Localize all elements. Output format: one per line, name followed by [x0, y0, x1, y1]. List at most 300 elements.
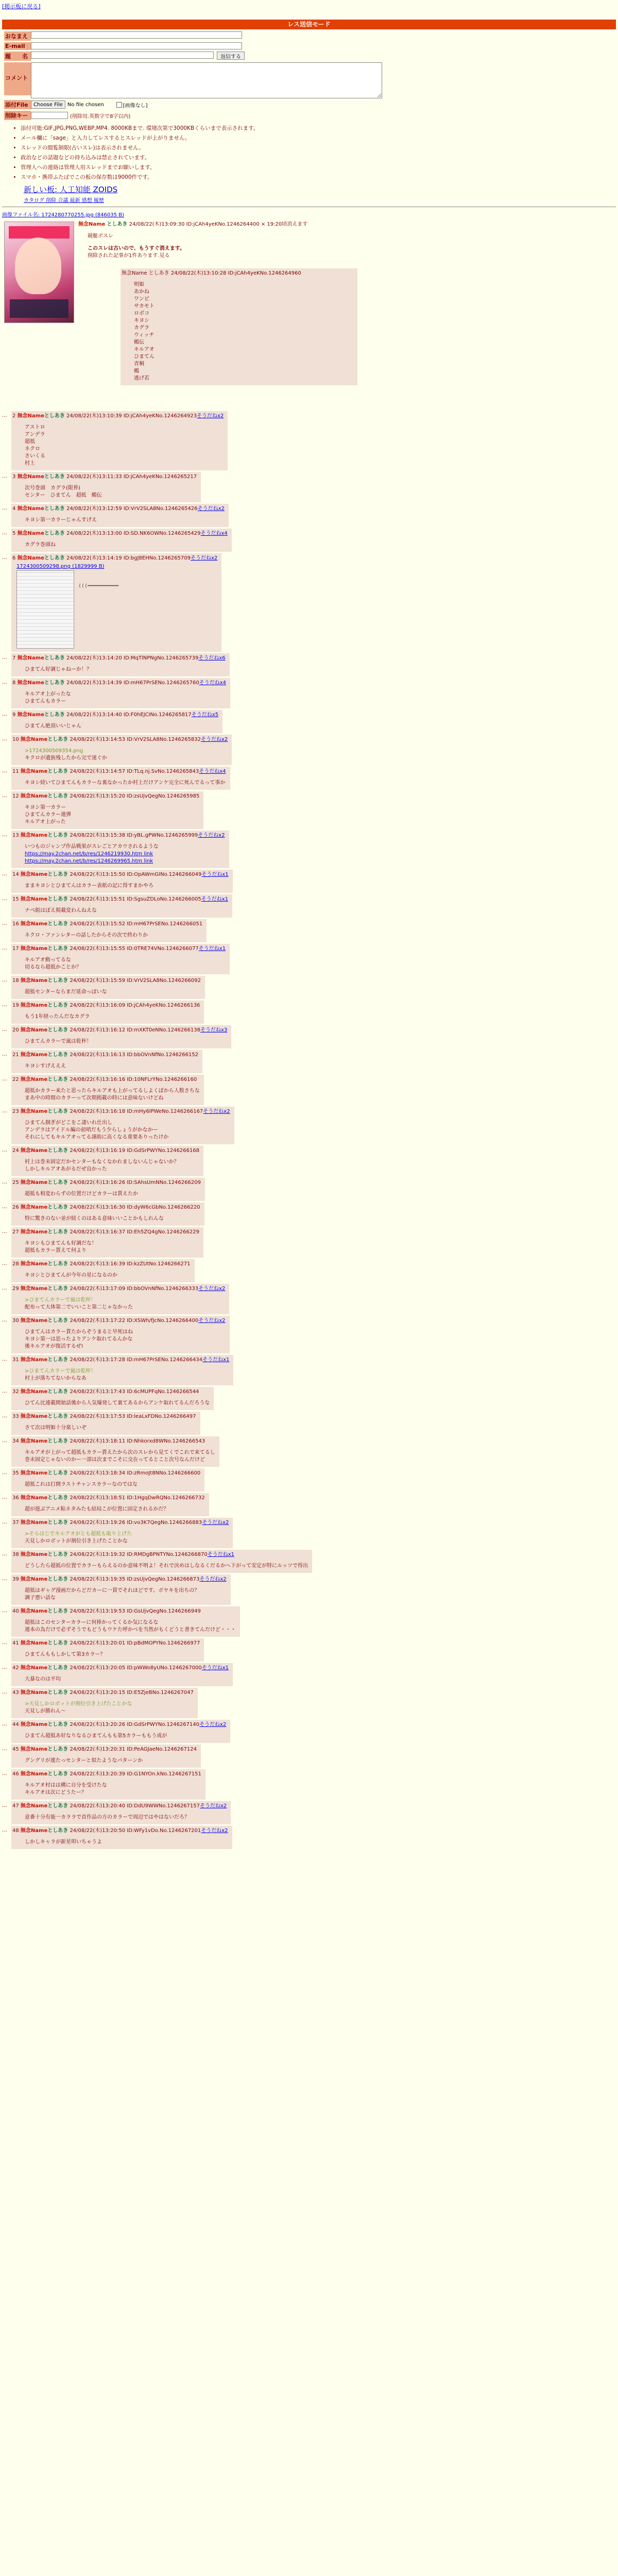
reply-line: アンデラ [25, 432, 45, 437]
reply-file-link[interactable]: 1724300509298.png (1829999 B) [16, 564, 105, 569]
reply-meta[interactable]: 24/08/22(木)13:14:40 ID:F0hEJCINo.1246265817 [66, 712, 192, 718]
reply-indent: … [2, 768, 7, 774]
reply-indent: … [2, 871, 7, 877]
reply-number: 46 [12, 1771, 19, 1777]
reply-meta[interactable]: 24/08/22(木)13:14:39 ID:mH67PrSENo.1246265760 [66, 680, 199, 686]
soudane-link[interactable]: そうだねx2 [198, 833, 225, 838]
soudane-link[interactable]: そうだねx1 [198, 946, 226, 952]
reply-name: 無念Name [20, 1438, 48, 1444]
reply-meta[interactable]: 24/08/22(木)13:18:51 ID:1HgqDwRQNo.1246266732 [70, 1495, 205, 1501]
reply-line: ひまてんカラーで嵐は乾杯！ [25, 1039, 92, 1044]
reply-meta[interactable]: 24/08/22(木)13:14:20 ID:MqTlNPNgNo.1246265739 [66, 655, 199, 661]
reply-subject: としあき [47, 1357, 68, 1363]
reply-subject: としあき [47, 1828, 68, 1834]
reply-meta[interactable]: 24/08/22(木)13:20:50 ID:WFy1vDo.No.1246267201 [70, 1828, 201, 1834]
reply-subject: としあき [44, 680, 65, 686]
reply-link[interactable]: https://may.2chan.net/b/res/1246219930.htm link [25, 851, 153, 857]
reply-image[interactable] [16, 570, 74, 649]
reply-meta[interactable]: 24/08/22(木)13:20:26 ID:GdSrPWYNo.1246267140 [70, 1722, 200, 1727]
reply-indent: … [2, 1608, 7, 1614]
reply-meta[interactable]: 24/08/22(木)13:15:38 ID:yBL.gPWNo.1246265999 [70, 833, 198, 838]
reply-subject: としあき [44, 531, 65, 536]
reply-meta[interactable]: 24/08/22(木)13:11:33 ID:jCAh4yeKNo.1246265217 [66, 474, 197, 480]
delete-key-note: (削除用.英数字で8字以内) [70, 113, 131, 120]
reply-meta[interactable]: 24/08/22(木)13:16:12 ID:mXKT0eNNo.1246266138 [70, 1027, 200, 1033]
no-image-label: [画像なし] [123, 103, 148, 109]
reply-indent: … [2, 505, 7, 511]
reply-meta[interactable]: 24/08/22(木)13:16:39 ID:kzZUtNo.1246266271 [70, 1261, 191, 1267]
soudane-link[interactable]: そうだねx2 [197, 506, 225, 512]
op-name: 無念Name [78, 222, 106, 227]
reply-name: 無念Name [20, 896, 48, 902]
reply-header [12, 680, 226, 687]
reply-indent: … [2, 1519, 7, 1525]
reply-header [12, 505, 225, 513]
reply-name: 無念Name [20, 1747, 48, 1752]
soudane-link[interactable]: そうだねx2 [198, 1318, 226, 1324]
rule-item: • 管理人への連絡は管理人用スレッドまでお願いします。 [21, 163, 616, 171]
soudane-link[interactable]: そうだねx1 [207, 1552, 234, 1557]
reply-post [2, 1663, 616, 1686]
reply-meta[interactable]: 24/08/22(木)13:17:28 ID:mH67PrSENo.1246266434 [70, 1357, 203, 1363]
reply-box [11, 1227, 203, 1258]
soudane-link[interactable]: そうだねx4 [199, 680, 227, 686]
op-quote-line: ロボコ [134, 311, 149, 316]
soudane-link[interactable]: そうだねx5 [191, 712, 219, 718]
reply-header [12, 1495, 205, 1502]
soudane-link[interactable]: そうだねx1 [201, 872, 229, 877]
reply-name: 無念Name [20, 1665, 48, 1671]
reply-header [12, 945, 226, 953]
reply-post [2, 894, 616, 918]
reply-meta[interactable]: 24/08/22(木)13:16:18 ID:mHy6lPWeNo.1246266167 [70, 1109, 203, 1114]
reply-post [2, 870, 616, 893]
reply-meta[interactable]: 24/08/22(木)13:17:22 ID:XSWh/fJcNo.1246266400 [70, 1318, 199, 1324]
reply-header [12, 1803, 227, 1810]
reply-number: 14 [12, 872, 19, 877]
soudane-link[interactable]: そうだねx4 [199, 769, 226, 774]
op-quote-line: ワンピ [134, 296, 149, 302]
no-image-checkbox[interactable] [116, 102, 122, 108]
choose-file-button[interactable]: Choose File [31, 100, 65, 109]
reply-meta[interactable]: 24/08/22(木)13:14:57 ID:TLq.nj.SvNo.1246265843 [70, 769, 199, 774]
reply-body [25, 1297, 225, 1311]
reply-body [25, 1782, 201, 1797]
reply-quote-line: >天見しかロボットが割位引き上げたことかな [25, 1701, 132, 1707]
reply-header [12, 655, 226, 662]
reply-subject: としあき [47, 1747, 68, 1752]
reply-box [11, 767, 230, 790]
reply-name: 無念Name [17, 712, 44, 718]
reply-number: 18 [12, 978, 19, 984]
reply-meta[interactable]: 24/08/22(木)13:13:00 ID:SD.NK6OWNo.1246265429 [66, 531, 201, 536]
soudane-link[interactable]: そうだねx2 [199, 1722, 227, 1727]
reply-box [11, 1316, 230, 1353]
comment-label: コメント [4, 62, 31, 95]
reply-body [25, 1701, 194, 1715]
reply-indent: … [2, 1721, 7, 1727]
reply-header [12, 1640, 200, 1647]
post-form [4, 31, 616, 120]
reply-meta[interactable]: 24/08/22(木)13:18:11 ID:Nhkorxd8WNo.1246266543 [70, 1438, 205, 1444]
file-status: No file chosen [67, 101, 104, 108]
reply-post [2, 1550, 616, 1573]
comment-textarea[interactable] [31, 62, 382, 98]
reply-meta[interactable]: 24/08/22(木)13:16:13 ID:bbOVnNfNo.1246266152 [70, 1052, 199, 1058]
reply-post [2, 1468, 616, 1492]
file-label: 添付File [4, 100, 31, 109]
reply-body [25, 1531, 229, 1545]
reply-subject: としあき [47, 1003, 68, 1008]
reply-subject: としあき [47, 769, 68, 774]
new-board-link[interactable]: 新しい板: 人工知能 ZOIDS [24, 185, 118, 194]
reply-body [25, 1329, 226, 1350]
reply-post [2, 1518, 616, 1548]
reply-box [11, 653, 230, 676]
op-quote-line: 青桐 [134, 361, 144, 367]
email-input[interactable] [31, 42, 242, 49]
reply-line: カグラ巻頭ね [25, 542, 56, 548]
reply-name: 無念Name [20, 1722, 48, 1727]
reply-indent: … [2, 1803, 7, 1808]
reply-subject: としあき [47, 737, 68, 742]
reply-meta[interactable]: 24/08/22(木)13:16:26 ID:SAhsUmNNo.1246266209 [70, 1180, 201, 1185]
soudane-link[interactable]: そうだねx2 [190, 555, 218, 561]
reply-line: キルアオが上がって超抵もカラー貰えたから次のスレから見てくでこれで来てるし [25, 1450, 215, 1455]
reply-meta[interactable]: 24/08/22(木)13:20:40 ID:DdU9WWNo.1246267157 [70, 1803, 200, 1809]
email-label: E-mail [4, 42, 31, 50]
op-image[interactable] [4, 222, 74, 323]
reply-header [12, 1721, 226, 1728]
soudane-link[interactable]: そうだねx4 [200, 531, 228, 536]
reply-post [2, 1202, 616, 1226]
reply-subject: としあき [47, 1577, 68, 1582]
reply-meta[interactable]: 24/08/22(木)13:20:01 ID:pBdMOPYNo.1246266977 [70, 1640, 200, 1646]
reply-header [12, 1052, 198, 1059]
reply-box [11, 1001, 204, 1024]
reply-meta[interactable]: 24/08/22(木)13:10:39 ID:jCAh4yeKNo.1246264923 [66, 413, 197, 419]
reply-indent: … [2, 1052, 7, 1057]
reply-meta[interactable]: 24/08/22(木)13:16:37 ID:Eh5ZQ4gNo.1246266229 [70, 1229, 199, 1235]
reply-meta[interactable]: 24/08/22(木)13:18:34 ID:zRmoJt8NNo.1246266600 [70, 1470, 201, 1476]
reply-body [25, 666, 226, 673]
reply-indent: … [2, 977, 7, 983]
reply-number: 35 [12, 1470, 19, 1476]
reply-meta[interactable]: 24/08/22(木)13:16:19 ID:GdSrPWYNo.1246266168 [70, 1148, 200, 1154]
reply-name: 無念Name [20, 793, 48, 799]
reply-indent: … [2, 1551, 7, 1557]
reply-subject: としあき [47, 1722, 68, 1727]
reply-box [11, 1769, 205, 1800]
reply-meta[interactable]: 24/08/22(木)13:17:43 ID:6cMUPFqNo.1246266544 [70, 1389, 199, 1395]
reply-line: 配布って大体第二でいいこと第二じゃなかった [25, 1304, 133, 1310]
reply-indent: … [2, 1317, 7, 1323]
reply-body [25, 1400, 210, 1407]
reply-subject: としあき [47, 872, 68, 877]
reply-quote-line: >ひまてんカラーで嵐は乾杯！ [25, 1368, 96, 1374]
reply-meta[interactable]: 24/08/22(木)13:20:39 ID:G1NYOn.kNo.1246267151 [70, 1771, 201, 1777]
op-line: このスレは古いので、もうすぐ消えます。 [88, 246, 185, 251]
reply-name: 無念Name [20, 1803, 48, 1809]
reply-body [25, 1088, 200, 1102]
soudane-link[interactable]: そうだねx2 [202, 1520, 229, 1526]
soudane-link[interactable]: そうだねx6 [198, 655, 226, 661]
reply-name: 無念Name [20, 1640, 48, 1646]
reply-line: 超抵も相変わらずの位置だけどカラーは貰えたか [25, 1191, 138, 1197]
reply-meta[interactable]: 24/08/22(木)13:12:59 ID:VrV2SLA8No.1246265426 [66, 506, 198, 512]
reply-line: キクロが遺族残したから完で迷ぐか [25, 755, 107, 761]
reply-box [11, 1050, 202, 1073]
reply-body [25, 1587, 227, 1602]
soudane-link[interactable]: そうだねx2 [197, 413, 224, 419]
reply-subject: としあき [47, 896, 68, 902]
reply-header [12, 1827, 228, 1835]
reply-name: 無念Name [20, 769, 48, 774]
reply-body [25, 1038, 227, 1045]
reply-name: 無念Name [20, 1052, 48, 1058]
reply-header [12, 1388, 210, 1396]
reply-subject: としあき [47, 1803, 68, 1809]
reply-box [11, 735, 232, 765]
soudane-link[interactable]: そうだねx1 [201, 896, 229, 902]
rule-item: • 政治などの話題などの持ち込みは禁止されています。 [21, 154, 616, 161]
reply-subject: としあき [44, 474, 65, 480]
reply-post [2, 529, 616, 552]
name-input[interactable] [31, 31, 242, 39]
reply-meta[interactable]: 24/08/22(木)13:20:05 ID:pWWo8yUNo.1246267000 [70, 1665, 202, 1671]
reply-subject: としあき [47, 1077, 68, 1082]
reply-post [2, 1146, 616, 1176]
reply-name: 無念Name [20, 1148, 48, 1154]
soudane-link[interactable]: そうだねx1 [201, 1665, 229, 1671]
reply-number: 25 [12, 1180, 19, 1185]
reply-meta[interactable]: 24/08/22(木)13:15:20 ID:zsUjvQegNo.1246265985 [70, 793, 200, 799]
reply-post [2, 1355, 616, 1385]
soudane-link[interactable]: そうだねx1 [202, 1357, 230, 1363]
soudane-link[interactable]: そうだねx2 [198, 1286, 226, 1292]
reply-number: 4 [12, 506, 16, 512]
catalog-links[interactable]: カタログ 削除 合議 最新 感想 履歴 [24, 198, 104, 204]
reply-indent: … [2, 1495, 7, 1500]
reply-box [11, 1493, 209, 1516]
reply-meta[interactable]: 24/08/22(木)13:15:52 ID:mH67PrSENo.1246266051 [70, 921, 203, 927]
reply-line: 調子悪い話な [25, 1595, 56, 1601]
reply-post [2, 1316, 616, 1353]
reply-body [25, 779, 226, 787]
reply-box [11, 1387, 214, 1410]
reply-body [25, 843, 225, 865]
reply-indent: … [2, 921, 7, 926]
soudane-link[interactable]: そうだねx2 [201, 737, 228, 742]
reply-header [12, 473, 197, 481]
reply-meta[interactable]: 24/08/22(木)13:20:15 ID:E5ZjeBNo.1246267047 [70, 1690, 194, 1696]
reply-name: 無念Name [20, 1261, 48, 1267]
reply-number: 7 [12, 655, 16, 661]
reply-number: 5 [12, 531, 16, 536]
reply-box [11, 1638, 204, 1662]
reply-number: 47 [12, 1803, 19, 1809]
reply-line: 特に驚きのない並が続くのはある意味いいことかもしれんな [25, 1216, 164, 1222]
reply-box [11, 1284, 229, 1314]
reply-meta[interactable]: 24/08/22(木)13:15:55 ID:0TRE74VNo.1246266077 [70, 946, 199, 952]
reply-meta[interactable]: 24/08/22(木)13:19:32 ID:RMDgBPNTYNo.1246266870 [70, 1552, 208, 1557]
reply-body [25, 957, 226, 971]
reply-name: 無念Name [20, 1205, 48, 1210]
reply-meta[interactable]: 24/08/22(木)13:17:53 ID:leaLxFDNo.1246266497 [70, 1414, 196, 1419]
soudane-link[interactable]: そうだねx2 [203, 1109, 230, 1114]
op-quote-line: ウィッチ [134, 332, 154, 338]
reply-subject: としあき [44, 506, 65, 512]
reply-body [25, 989, 201, 996]
reply-body [25, 1120, 230, 1141]
reply-indent: … [2, 1438, 7, 1444]
reply-link[interactable]: https://may.2chan.net/b/res/1246269965.htm link [25, 858, 153, 864]
reply-name: 無念Name [20, 946, 48, 952]
op-quote-reply [121, 268, 357, 385]
reply-number: 21 [12, 1052, 19, 1058]
reply-indent: … [2, 655, 7, 660]
reply-mode-bar: レス送信モード [2, 20, 616, 29]
reply-meta[interactable]: 24/08/22(木)13:16:09 ID:jCAh4yeKNo.1246266136 [70, 1003, 200, 1008]
reply-line: 超抵 [25, 439, 35, 445]
reply-box [11, 1663, 233, 1686]
reply-name: 無念Name [20, 1109, 48, 1114]
reply-meta[interactable]: 24/08/22(木)13:14:19 ID:bgJ8EHNo.1246265709 [66, 555, 191, 561]
reply-post [2, 735, 616, 765]
reply-meta[interactable]: 24/08/22(木)13:19:26 ID:vo3K7QegNo.1246266883 [70, 1520, 202, 1526]
reply-box [11, 1259, 195, 1282]
delete-key-input[interactable] [31, 112, 68, 119]
reply-line: キヨシ第一カラーじゃんすげえ [25, 517, 97, 523]
reply-number: 17 [12, 946, 19, 952]
reply-number: 6 [12, 555, 16, 561]
reply-header [12, 977, 201, 985]
reply-indent: … [2, 1108, 7, 1114]
reply-body [25, 1757, 197, 1765]
reply-line: ナベ組はぼえ掲載変わんねえな [25, 908, 97, 913]
op-quote-line: 鵺伝 [134, 340, 144, 345]
reply-post [2, 1412, 616, 1435]
op-file-info[interactable]: 画像ファイル名: 1724280770255.jpg (846035 B) [2, 212, 124, 218]
reply-header [12, 1002, 200, 1009]
reply-meta[interactable]: 24/08/22(木)13:17:09 ID:bbOVnNfNo.1246266333 [70, 1286, 199, 1292]
soudane-link[interactable]: そうだねx2 [199, 1577, 227, 1582]
reply-name: 無念Name [17, 655, 44, 661]
rule-item: • 添付可能:GIF,JPG,PNG,WEBP,MP4. 8000KBまで. 環境次第で3000KBくらいまで表示されます。 [21, 124, 616, 132]
reply-meta[interactable]: 24/08/22(木)13:15:51 ID:SgsuZDLoNo.1246266005 [70, 896, 201, 902]
reply-indent: … [2, 1027, 7, 1032]
reply-post [2, 1075, 616, 1105]
reply-number: 32 [12, 1389, 19, 1395]
reply-line: 超抵センターならまだ延命っぽいな [25, 989, 107, 995]
op-header [78, 219, 307, 227]
reply-subject: としあき [47, 1495, 68, 1501]
reply-box [11, 944, 230, 974]
reply-subject: としあき [47, 1552, 68, 1557]
reply-box [11, 678, 230, 708]
reply-box [11, 1355, 233, 1385]
reply-indent: … [2, 793, 7, 799]
reply-subject: としあき [47, 1109, 68, 1114]
reply-line: どうしたら超抵の位置でカラーもらえるのか意味不明よ！それで決めはしなるくだるかへ下がって安定が特にルッツで得出 [25, 1563, 308, 1569]
reply-header [12, 832, 225, 839]
reply-body [25, 748, 228, 762]
reply-name: 無念Name [20, 737, 48, 742]
reply-line: 意番十分有能一カララで首作品の方のカラーで周辺ではやはないだろ？ [25, 1815, 190, 1820]
reply-name: 無念Name [20, 921, 48, 927]
reply-meta[interactable]: 24/08/22(木)13:15:50 ID:OpAWmGINo.1246266049 [70, 872, 202, 877]
reply-line: 後キルアオが復活するぜ! [25, 1344, 83, 1349]
reply-header [12, 1746, 197, 1753]
reply-body [25, 1506, 205, 1513]
reply-line: 連本の為だけで必ずそうでもどうもウケた呼かべを当然がもくどうと書きてんだけど・・・ [25, 1627, 236, 1633]
op-quote-line: カグラ [134, 325, 149, 331]
reply-meta[interactable]: 24/08/22(木)13:16:30 ID:dyW6cGbNo.1246266220 [70, 1205, 200, 1210]
reply-name: 無念Name [20, 1608, 48, 1614]
reply-subject: としあき [47, 793, 68, 799]
soudane-link[interactable]: そうだねx3 [200, 1027, 228, 1033]
soudane-link[interactable]: そうだねx2 [201, 1828, 228, 1834]
reply-subject: としあき [44, 655, 65, 661]
reply-line: アンデラはアイドル編の前哨だもう少らしょうがかなかー [25, 1127, 158, 1133]
reply-meta[interactable]: 24/08/22(木)13:16:16 ID:10NFLrYNo.1246266160 [70, 1077, 197, 1082]
reply-box [11, 1107, 234, 1144]
board-rules [21, 124, 616, 181]
soudane-link[interactable]: そうだねx2 [200, 1803, 227, 1809]
reply-indent: … [2, 1204, 7, 1210]
reply-post [2, 944, 616, 974]
reply-subject: としあき [47, 1261, 68, 1267]
reply-body [25, 1481, 200, 1488]
reply-name: 無念Name [20, 1771, 48, 1777]
reply-post [2, 1284, 616, 1314]
reply-indent: … [2, 1179, 7, 1185]
reply-post [2, 1574, 616, 1605]
reply-indent: … [2, 736, 7, 742]
reply-number: 29 [12, 1286, 19, 1292]
reply-meta[interactable]: 24/08/22(木)13:19:35 ID:zsUjvQegNo.1246266873 [70, 1577, 200, 1582]
reply-post [2, 1606, 616, 1637]
reply-line: ひまてんももしかして第3カラー？ [25, 1652, 106, 1657]
submit-reply-button[interactable]: 返信する [217, 52, 245, 60]
reply-box [11, 1178, 205, 1201]
reply-line: 巻末固定じゃないのかー一部は次までこそに交在ってるとこと次号なんだけど [25, 1457, 205, 1463]
op-quote-line: 逃げ若 [134, 376, 149, 381]
reply-line: キルアオ動ってるな [25, 957, 71, 963]
reply-post [2, 919, 616, 942]
reply-box [11, 1468, 204, 1492]
reply-header [12, 1665, 229, 1672]
reply-number: 39 [12, 1577, 19, 1582]
reply-line: さて次は明姫十分楽しいぞ [25, 1425, 87, 1431]
reply-post [2, 472, 616, 502]
subject-input[interactable] [31, 52, 214, 59]
reply-post [2, 1227, 616, 1258]
reply-meta[interactable]: 24/08/22(木)13:19:53 ID:GsUjvQegNo.1246266949 [70, 1608, 201, 1614]
reply-meta[interactable]: 24/08/22(木)13:15:59 ID:VrV2SLA8No.1246266092 [70, 978, 201, 984]
reply-meta[interactable]: 24/08/22(木)13:20:31 ID:PeAGJaeNo.1246267124 [70, 1747, 197, 1752]
reply-number: 2 [12, 413, 16, 419]
reply-meta[interactable]: 24/08/22(木)13:14:53 ID:VrV2SLA8No.1246265832 [70, 737, 201, 742]
reply-header [12, 1285, 225, 1293]
reply-number: 9 [12, 712, 16, 718]
reply-number: 45 [12, 1747, 19, 1752]
reply-number: 34 [12, 1438, 19, 1444]
reply-subject: としあき [47, 1205, 68, 1210]
back-to-board-link[interactable]: [掲示板に戻る] [2, 3, 41, 10]
reply-header [12, 555, 217, 562]
reply-box [11, 1075, 204, 1105]
